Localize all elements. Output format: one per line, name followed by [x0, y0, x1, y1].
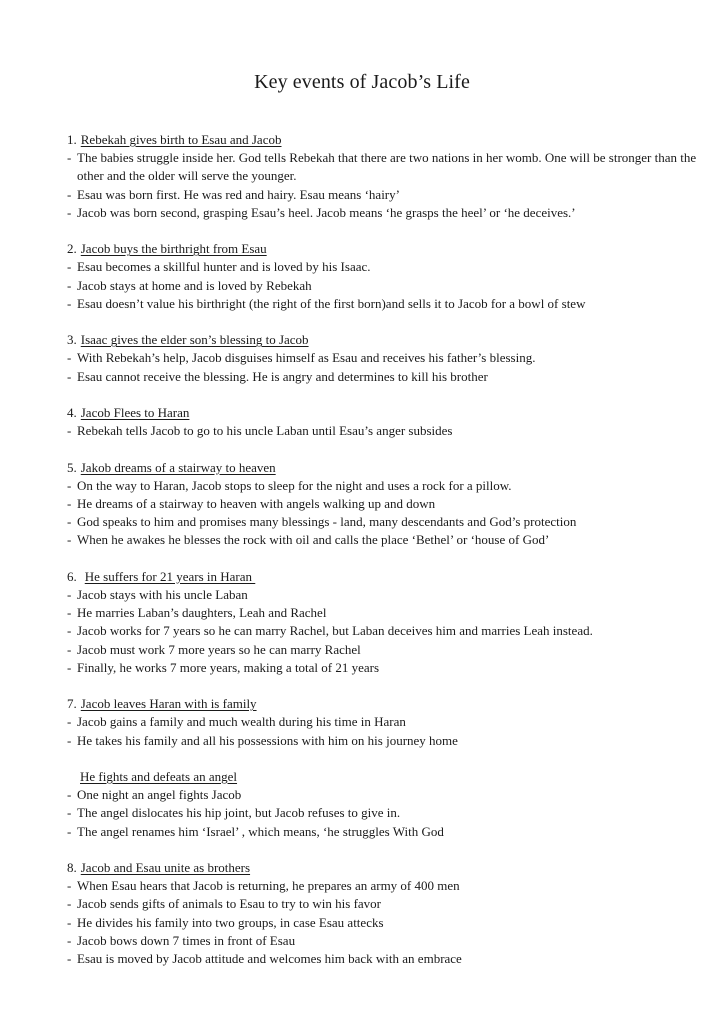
- list-item: - Rebekah tells Jacob to go to his uncle Laban until Esau’s anger subsides: [67, 423, 453, 439]
- bullet-list: [67, 422, 707, 440]
- section-title: He suffers for 21 years in Haran: [84, 568, 256, 584]
- section-3: [67, 331, 707, 386]
- section-heading: [67, 859, 707, 877]
- list-item: - Esau was born first. He was red and hairy. Esau means ‘hairy’: [67, 186, 400, 202]
- list-item: - Finally, he works 7 more years, making a total of 21 years: [67, 659, 380, 675]
- list-item: - The babies struggle inside her. God tells Rebekah that there are two nations in her womb. One will be stronger than the other and the older will serve the younger.: [67, 150, 697, 184]
- document-body: [67, 131, 707, 986]
- list-item: - Esau becomes a skillful hunter and is loved by his Isaac.: [67, 259, 371, 275]
- section-angel: [67, 768, 707, 841]
- list-item: - Esau doesn’t value his birthright (the right of the first born)and sells it to Jacob for a bowl of stew: [67, 295, 586, 311]
- section-number: 7.: [67, 696, 77, 712]
- section-title: He fights and defeats an angel: [80, 769, 238, 784]
- list-item: - Jacob was born second, grasping Esau’s heel. Jacob means ‘he grasps the heel’ or ‘he deceives.’: [67, 204, 576, 220]
- list-item: - With Rebekah’s help, Jacob disguises himself as Esau and receives his father’s blessing.: [67, 350, 536, 366]
- list-item: - The angel renames him ‘Israel’ , which means, ‘he struggles With God: [67, 823, 444, 839]
- section-heading: [67, 768, 707, 786]
- section-number: 1.: [67, 132, 77, 147]
- list-item: - Esau cannot receive the blessing. He is angry and determines to kill his brother: [67, 368, 488, 384]
- page-title: Key events of Jacob’s Life: [254, 71, 470, 93]
- list-item: - God speaks to him and promises many blessings - land, many descendants and God’s protection: [67, 514, 577, 530]
- section-6: [67, 568, 707, 677]
- section-8: [67, 859, 707, 968]
- bullet-list: [67, 258, 707, 313]
- section-number: 3.: [67, 332, 77, 348]
- bullet-list: [67, 586, 707, 677]
- list-item: - When he awakes he blesses the rock with oil and calls the place ‘Bethel’ or ‘house of God’: [67, 532, 550, 548]
- section-heading: [67, 404, 707, 422]
- section-7: [67, 695, 707, 750]
- list-item: - He dreams of a stairway to heaven with angels walking up and down: [67, 496, 436, 511]
- list-item: - Jacob sends gifts of animals to Esau to try to win his favor: [67, 896, 382, 912]
- bullet-list: [67, 149, 707, 222]
- section-number: 6.: [67, 568, 77, 584]
- bullet-list: [67, 713, 707, 749]
- section-heading: [67, 568, 707, 586]
- section-title: Jacob buys the birthright from Esau: [80, 241, 267, 257]
- list-item: - On the way to Haran, Jacob stops to sleep for the night and uses a rock for a pillow.: [67, 477, 512, 493]
- section-title: Isaac gives the elder son’s blessing to Jacob: [80, 332, 309, 348]
- section-title: Jakob dreams of a stairway to heaven: [80, 459, 276, 475]
- list-item: - Jacob stays at home and is loved by Rebekah: [67, 277, 312, 293]
- list-item: - He divides his family into two groups, in case Esau attecks: [67, 914, 384, 930]
- section-number: 2.: [67, 241, 77, 257]
- list-item: - Esau is moved by Jacob attitude and welcomes him back with an embrace: [67, 951, 462, 967]
- bullet-list: [67, 786, 707, 841]
- section-number: 8.: [67, 860, 77, 875]
- list-item: - He marries Laban’s daughters, Leah and Rachel: [67, 605, 327, 621]
- section-heading: [67, 131, 707, 149]
- section-title: Jacob and Esau unite as brothers: [80, 860, 251, 875]
- section-5: [67, 459, 707, 550]
- bullet-list: [67, 477, 707, 550]
- section-title: Rebekah gives birth to Esau and Jacob: [80, 132, 282, 147]
- list-item: - When Esau hears that Jacob is returning, he prepares an army of 400 men: [67, 878, 460, 894]
- list-item: - The angel dislocates his hip joint, but Jacob refuses to give in.: [67, 805, 401, 821]
- list-item: - Jacob must work 7 more years so he can marry Rachel: [67, 641, 361, 657]
- bullet-list: [67, 349, 707, 385]
- section-2: [67, 240, 707, 313]
- list-item: - Jacob bows down 7 times in front of Esau: [67, 932, 296, 948]
- section-1: [67, 131, 707, 222]
- section-heading: [67, 459, 707, 477]
- section-number: 4.: [67, 405, 77, 420]
- section-heading: [67, 331, 707, 349]
- bullet-list: [67, 877, 707, 968]
- list-item: - One night an angel fights Jacob: [67, 787, 242, 803]
- list-item: - He takes his family and all his possessions with him on his journey home: [67, 732, 458, 748]
- list-item: - Jacob works for 7 years so he can marry Rachel, but Laban deceives him and marries Leah instead.: [67, 623, 593, 639]
- list-item: - Jacob stays with his uncle Laban: [67, 587, 248, 602]
- section-4: [67, 404, 707, 440]
- section-heading: [67, 240, 707, 258]
- section-heading: [67, 695, 707, 713]
- section-title: Jacob leaves Haran with is family: [80, 696, 257, 712]
- section-number: 5.: [67, 459, 77, 475]
- section-title: Jacob Flees to Haran: [80, 405, 190, 420]
- list-item: - Jacob gains a family and much wealth during his time in Haran: [67, 714, 406, 730]
